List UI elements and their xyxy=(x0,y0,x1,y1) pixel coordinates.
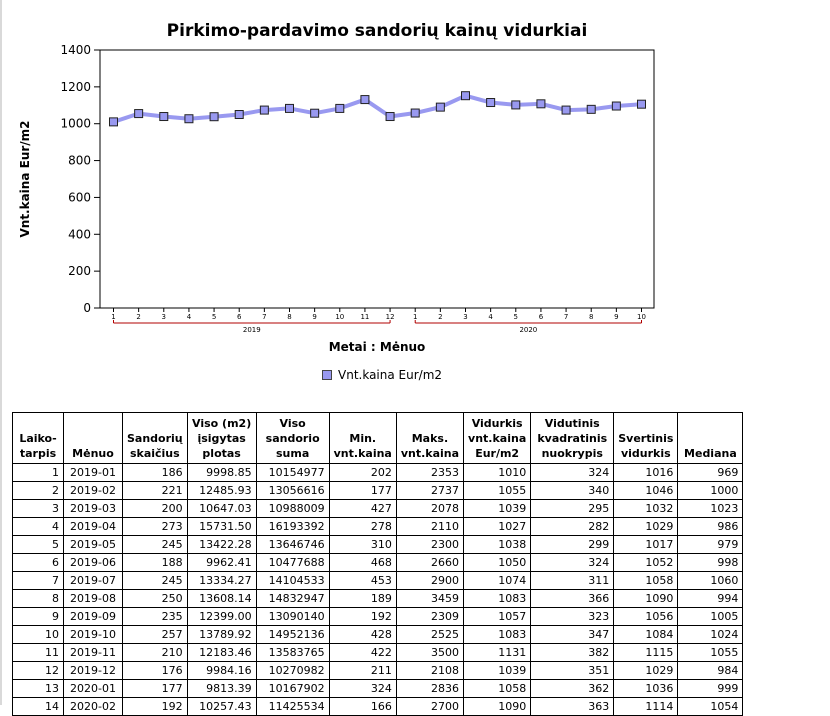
table-cell: 188 xyxy=(123,554,188,572)
column-header-maks-kaina xyxy=(396,413,463,464)
table-cell: 2019-10 xyxy=(64,626,123,644)
table-cell: 13789.92 xyxy=(187,626,256,644)
x-tick-label: 12 xyxy=(385,313,395,321)
table-cell: 2 xyxy=(13,482,64,500)
table-cell: 1010 xyxy=(464,464,531,482)
table-cell: 1060 xyxy=(678,572,743,590)
table-cell: 257 xyxy=(123,626,188,644)
x-tick-label: 6 xyxy=(538,313,544,321)
data-point xyxy=(135,110,143,118)
y-tick-label: 200 xyxy=(68,264,91,279)
column-header-text: vnt.kaina xyxy=(333,447,392,460)
table-cell: 2737 xyxy=(396,482,463,500)
table-cell: 1038 xyxy=(464,536,531,554)
table-row xyxy=(13,698,743,716)
table-cell: 11425534 xyxy=(256,698,329,716)
table-cell: 13334.27 xyxy=(187,572,256,590)
column-header-svertinis-vidurkis xyxy=(614,413,678,464)
table-cell: 10477688 xyxy=(256,554,329,572)
table-cell: 1023 xyxy=(678,500,743,518)
x-tick-label: 3 xyxy=(463,313,468,321)
x-tick-label: 1 xyxy=(111,313,116,321)
table-cell: 6 xyxy=(13,554,64,572)
data-point xyxy=(336,104,344,112)
table-row xyxy=(13,572,743,590)
y-tick-label: 0 xyxy=(83,301,91,315)
data-point xyxy=(487,99,495,107)
table-cell: 192 xyxy=(329,608,396,626)
table-cell: 2019-05 xyxy=(64,536,123,554)
table-cell: 1039 xyxy=(464,500,531,518)
data-point xyxy=(462,92,470,100)
y-tick-label: 800 xyxy=(68,153,91,168)
table-cell: 177 xyxy=(123,680,188,698)
table-cell: 363 xyxy=(531,698,614,716)
x-tick-label: 6 xyxy=(236,313,242,321)
x-tick-label: 7 xyxy=(262,313,267,321)
table-row xyxy=(13,626,743,644)
table-row xyxy=(13,590,743,608)
x-tick-label: 9 xyxy=(312,313,317,321)
table-row xyxy=(13,536,743,554)
data-point xyxy=(185,115,193,123)
x-tick-label: 2 xyxy=(438,313,443,321)
table-cell: 1050 xyxy=(464,554,531,572)
table-cell: 9998.85 xyxy=(187,464,256,482)
plot-area xyxy=(100,50,654,308)
data-point xyxy=(260,106,268,114)
column-header-text: Maks. xyxy=(411,432,449,445)
x-axis-label: Metai : Mėnuo xyxy=(328,340,426,354)
table-cell: 245 xyxy=(123,572,188,590)
table-cell: 176 xyxy=(123,662,188,680)
table-cell: 10167902 xyxy=(256,680,329,698)
data-point xyxy=(110,118,118,126)
column-header-text: įsigytas xyxy=(197,432,246,445)
table-cell: 2660 xyxy=(396,554,463,572)
table-cell: 282 xyxy=(531,518,614,536)
table-cell: 2900 xyxy=(396,572,463,590)
column-header-text: sandorio xyxy=(265,432,320,445)
table-cell: 1029 xyxy=(614,662,678,680)
table-cell: 189 xyxy=(329,590,396,608)
table-cell: 13583765 xyxy=(256,644,329,662)
table-cell: 9 xyxy=(13,608,64,626)
table-row xyxy=(13,608,743,626)
data-point xyxy=(235,111,243,119)
table-cell: 14832947 xyxy=(256,590,329,608)
table-cell: 10270982 xyxy=(256,662,329,680)
column-header-nuokrypis xyxy=(531,413,614,464)
x-group-label: 2020 xyxy=(519,326,538,334)
table-cell: 1039 xyxy=(464,662,531,680)
table-cell: 984 xyxy=(678,662,743,680)
column-header-laikotarpis xyxy=(13,413,64,464)
table-row xyxy=(13,680,743,698)
table-row xyxy=(13,644,743,662)
table-cell: 211 xyxy=(329,662,396,680)
table-cell: 1090 xyxy=(614,590,678,608)
table-cell: 1016 xyxy=(614,464,678,482)
table-cell: 8 xyxy=(13,590,64,608)
table-cell: 1115 xyxy=(614,644,678,662)
table-cell: 192 xyxy=(123,698,188,716)
table-row xyxy=(13,662,743,680)
table-cell: 245 xyxy=(123,536,188,554)
table-cell: 1 xyxy=(13,464,64,482)
column-header-viso-plotas xyxy=(187,413,256,464)
table-cell: 1057 xyxy=(464,608,531,626)
y-tick-label: 600 xyxy=(68,190,91,205)
table-cell: 13 xyxy=(13,680,64,698)
table-cell: 2108 xyxy=(396,662,463,680)
table-cell: 10988009 xyxy=(256,500,329,518)
table-cell: 11 xyxy=(13,644,64,662)
table-cell: 382 xyxy=(531,644,614,662)
column-header-text: Eur/m2 xyxy=(475,447,520,460)
table-cell: 969 xyxy=(678,464,743,482)
table-cell: 9813.39 xyxy=(187,680,256,698)
table-cell: 1058 xyxy=(614,572,678,590)
data-point xyxy=(638,100,646,108)
table-cell: 15731.50 xyxy=(187,518,256,536)
data-point xyxy=(436,103,444,111)
table-cell: 2019-11 xyxy=(64,644,123,662)
table-cell: 1027 xyxy=(464,518,531,536)
table-cell: 1017 xyxy=(614,536,678,554)
table-row xyxy=(13,482,743,500)
table-row xyxy=(13,554,743,572)
table-cell: 2019-12 xyxy=(64,662,123,680)
column-header-text: plotas xyxy=(202,447,241,460)
column-header-text: vidurkis xyxy=(620,447,671,460)
column-header-text: Vidurkis xyxy=(471,417,523,430)
table-row xyxy=(13,464,743,482)
table-cell: 3459 xyxy=(396,590,463,608)
legend-label: Vnt.kaina Eur/m2 xyxy=(338,368,443,382)
table-cell: 324 xyxy=(531,464,614,482)
x-tick-label: 10 xyxy=(637,313,646,321)
table-cell: 1055 xyxy=(464,482,531,500)
table-cell: 7 xyxy=(13,572,64,590)
table-cell: 994 xyxy=(678,590,743,608)
table-cell: 1054 xyxy=(678,698,743,716)
column-header-text: Vidutinis xyxy=(544,417,600,430)
data-point xyxy=(512,101,520,109)
data-point xyxy=(210,113,218,121)
table-cell: 210 xyxy=(123,644,188,662)
table-cell: 979 xyxy=(678,536,743,554)
column-header-menuo xyxy=(64,413,123,464)
column-header-sandoriu-skaicius xyxy=(123,413,188,464)
data-point xyxy=(612,102,620,110)
table-cell: 221 xyxy=(123,482,188,500)
table-cell: 324 xyxy=(531,554,614,572)
column-header-text: Min. xyxy=(349,432,377,445)
table-cell: 1090 xyxy=(464,698,531,716)
table-cell: 13646746 xyxy=(256,536,329,554)
table-cell: 1052 xyxy=(614,554,678,572)
column-header-text: kvadratinis xyxy=(537,432,608,445)
column-header-text: suma xyxy=(276,447,310,460)
table-cell: 12399.00 xyxy=(187,608,256,626)
column-header-text: Viso xyxy=(279,417,306,430)
column-header-text: Viso (m2) xyxy=(192,417,252,430)
table-cell: 2700 xyxy=(396,698,463,716)
table-cell: 14952136 xyxy=(256,626,329,644)
table-cell: 166 xyxy=(329,698,396,716)
table-cell: 177 xyxy=(329,482,396,500)
table-cell: 2020-01 xyxy=(64,680,123,698)
table-row xyxy=(13,500,743,518)
table-cell: 10154977 xyxy=(256,464,329,482)
data-point xyxy=(411,109,419,117)
table-cell: 14 xyxy=(13,698,64,716)
column-header-text: nuokrypis xyxy=(541,447,603,460)
table-cell: 4 xyxy=(13,518,64,536)
table-cell: 2019-01 xyxy=(64,464,123,482)
legend xyxy=(322,367,442,383)
table-cell: 2019-07 xyxy=(64,572,123,590)
table-cell: 2300 xyxy=(396,536,463,554)
table-cell: 1083 xyxy=(464,590,531,608)
x-tick-label: 4 xyxy=(488,313,493,321)
data-point xyxy=(160,113,168,121)
table-cell: 1131 xyxy=(464,644,531,662)
table-cell: 1029 xyxy=(614,518,678,536)
table-cell: 10257.43 xyxy=(187,698,256,716)
y-tick-label: 400 xyxy=(68,227,91,242)
table-cell: 2525 xyxy=(396,626,463,644)
table-cell: 202 xyxy=(329,464,396,482)
x-tick-label: 5 xyxy=(211,313,217,321)
table-cell: 1083 xyxy=(464,626,531,644)
table-cell: 10647.03 xyxy=(187,500,256,518)
table-cell: 999 xyxy=(678,680,743,698)
table-cell: 366 xyxy=(531,590,614,608)
table-cell: 310 xyxy=(329,536,396,554)
x-tick-label: 9 xyxy=(614,313,619,321)
column-header-text: Sandorių xyxy=(127,432,183,445)
table-cell: 2019-08 xyxy=(64,590,123,608)
table-cell: 3500 xyxy=(396,644,463,662)
column-header-text: Mėnuo xyxy=(72,447,114,460)
table-cell: 1000 xyxy=(678,482,743,500)
data-point xyxy=(587,105,595,113)
y-axis-label: Vnt.kaina Eur/m2 xyxy=(18,120,32,238)
table-cell: 10 xyxy=(13,626,64,644)
table-cell: 13608.14 xyxy=(187,590,256,608)
table-cell: 427 xyxy=(329,500,396,518)
table-header-row xyxy=(13,413,743,464)
table-cell: 5 xyxy=(13,536,64,554)
table-cell: 1058 xyxy=(464,680,531,698)
table-cell: 1024 xyxy=(678,626,743,644)
column-header-min-kaina xyxy=(329,413,396,464)
table-cell: 2020-02 xyxy=(64,698,123,716)
table-cell: 998 xyxy=(678,554,743,572)
table-cell: 340 xyxy=(531,482,614,500)
table-cell: 1032 xyxy=(614,500,678,518)
table-cell: 250 xyxy=(123,590,188,608)
data-table xyxy=(12,412,743,716)
table-cell: 12183.46 xyxy=(187,644,256,662)
table-cell: 1055 xyxy=(678,644,743,662)
data-point xyxy=(562,106,570,114)
column-header-text: Svertinis xyxy=(618,432,674,445)
table-cell: 453 xyxy=(329,572,396,590)
table-cell: 311 xyxy=(531,572,614,590)
column-header-viso-suma xyxy=(256,413,329,464)
table-cell: 299 xyxy=(531,536,614,554)
table-cell: 1074 xyxy=(464,572,531,590)
table-cell: 1036 xyxy=(614,680,678,698)
table-cell: 2019-06 xyxy=(64,554,123,572)
legend-marker-icon xyxy=(322,370,332,380)
column-header-text: vnt.kaina xyxy=(400,447,460,460)
x-tick-label: 1 xyxy=(412,313,418,321)
x-tick-label: 10 xyxy=(335,313,345,321)
table-cell: 1084 xyxy=(614,626,678,644)
table-row xyxy=(13,518,743,536)
x-tick-label: 8 xyxy=(287,313,292,321)
table-cell: 323 xyxy=(531,608,614,626)
x-tick-label: 4 xyxy=(186,313,192,321)
table-cell: 295 xyxy=(531,500,614,518)
table-cell: 9962.41 xyxy=(187,554,256,572)
x-tick-label: 8 xyxy=(588,313,594,321)
table-cell: 2078 xyxy=(396,500,463,518)
table-cell: 1114 xyxy=(614,698,678,716)
y-tick-label: 1200 xyxy=(60,79,91,94)
table-cell: 16193392 xyxy=(256,518,329,536)
column-header-mediana xyxy=(678,413,743,464)
table-cell: 13056616 xyxy=(256,482,329,500)
table-cell: 200 xyxy=(123,500,188,518)
table-cell: 12485.93 xyxy=(187,482,256,500)
table-cell: 273 xyxy=(123,518,188,536)
table-cell: 3 xyxy=(13,500,64,518)
table-cell: 2836 xyxy=(396,680,463,698)
table-cell: 14104533 xyxy=(256,572,329,590)
table-cell: 2309 xyxy=(396,608,463,626)
x-tick-label: 3 xyxy=(161,313,167,321)
table-cell: 278 xyxy=(329,518,396,536)
table-cell: 422 xyxy=(329,644,396,662)
column-header-text: Laiko- xyxy=(19,432,57,445)
data-point xyxy=(311,109,319,117)
table-cell: 428 xyxy=(329,626,396,644)
table-cell: 186 xyxy=(123,464,188,482)
x-tick-label: 5 xyxy=(513,313,519,321)
column-header-vidurkis xyxy=(464,413,531,464)
data-point xyxy=(537,100,545,108)
table-cell: 1056 xyxy=(614,608,678,626)
table-cell: 13090140 xyxy=(256,608,329,626)
table-cell: 1046 xyxy=(614,482,678,500)
table-cell: 2019-02 xyxy=(64,482,123,500)
chart-title: Pirkimo-pardavimo sandorių kainų vidurkiai xyxy=(166,21,588,41)
table-cell: 986 xyxy=(678,518,743,536)
column-header-text: tarpis xyxy=(19,447,57,460)
x-tick-label: 11 xyxy=(360,313,370,321)
table-cell: 2019-09 xyxy=(64,608,123,626)
table-cell: 1005 xyxy=(678,608,743,626)
table-cell: 2019-03 xyxy=(64,500,123,518)
table-cell: 235 xyxy=(123,608,188,626)
column-header-text: Mediana xyxy=(684,447,737,460)
table-cell: 362 xyxy=(531,680,614,698)
x-tick-label: 2 xyxy=(136,313,141,321)
table-cell: 13422.28 xyxy=(187,536,256,554)
table-cell: 2110 xyxy=(396,518,463,536)
x-tick-label: 7 xyxy=(563,313,569,321)
table-cell: 351 xyxy=(531,662,614,680)
data-point xyxy=(286,104,294,112)
y-tick-label: 1400 xyxy=(60,43,91,57)
data-point xyxy=(386,113,394,121)
table-cell: 324 xyxy=(329,680,396,698)
table-cell: 347 xyxy=(531,626,614,644)
table-cell: 9984.16 xyxy=(187,662,256,680)
table-cell: 12 xyxy=(13,662,64,680)
data-point xyxy=(361,96,369,104)
column-header-text: skaičius xyxy=(129,447,180,460)
table-cell: 2353 xyxy=(396,464,463,482)
table-cell: 468 xyxy=(329,554,396,572)
column-header-text: vnt.kaina xyxy=(468,432,527,445)
y-tick-label: 1000 xyxy=(60,116,91,131)
x-group-label: 2019 xyxy=(242,326,261,334)
table-cell: 2019-04 xyxy=(64,518,123,536)
